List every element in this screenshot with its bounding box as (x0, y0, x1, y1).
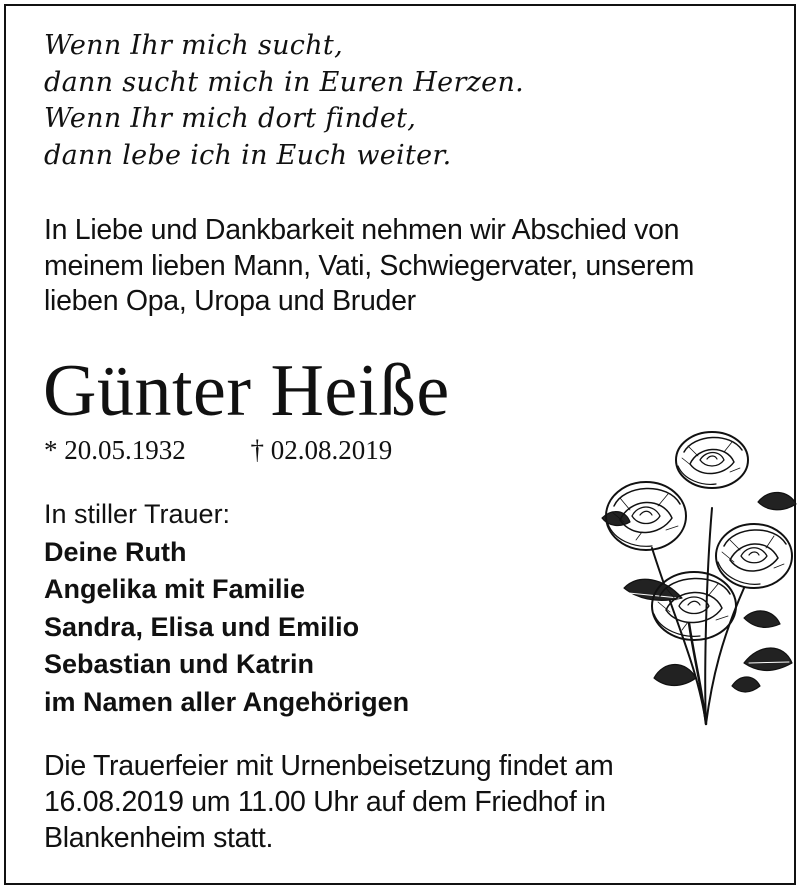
mourner-name: Angelika mit Familie (44, 574, 306, 604)
mourner-name: Sebastian und Katrin (44, 649, 315, 679)
poem-line: Wenn Ihr mich dort findet, (44, 103, 417, 134)
death-date: † 02.08.2019 (250, 435, 393, 465)
mourner-name: im Namen aller Angehörigen (44, 686, 410, 717)
farewell-line: In Liebe und Dankbarkeit nehmen wir Abschied von (44, 214, 680, 246)
poem-line: dann sucht mich in Euren Herzen. (44, 66, 525, 98)
funeral-line: Die Trauerfeier mit Urnenbeisetzung findet am (44, 750, 614, 782)
mourner-name: Sandra, Elisa und Emilio (44, 611, 360, 642)
funeral-line: Blankenheim statt. (44, 822, 274, 854)
funeral-line: 16.08.2019 um 11.00 Uhr auf dem Friedhof in (44, 786, 606, 818)
birth-date: * 20.05.1932 (44, 435, 186, 465)
rose-bouquet-icon (594, 428, 800, 728)
farewell-text (44, 213, 764, 320)
farewell-line: lieben Opa, Uropa und Bruder (44, 285, 416, 317)
life-dates (44, 432, 392, 468)
mourning-heading: In stiller Trauer: (44, 499, 231, 529)
poem-line: dann lebe ich in Euch weiter. (44, 139, 452, 171)
poem-line: Wenn Ihr mich sucht, (44, 30, 343, 61)
funeral-notice (44, 748, 764, 856)
deceased-name: Günter Heiße (43, 350, 450, 432)
farewell-line: meinem lieben Mann, Vati, Schwiegervater, unserem (44, 249, 695, 282)
poem (44, 28, 744, 174)
mourner-name: Deine Ruth (44, 536, 187, 567)
mourners-block (44, 496, 409, 721)
